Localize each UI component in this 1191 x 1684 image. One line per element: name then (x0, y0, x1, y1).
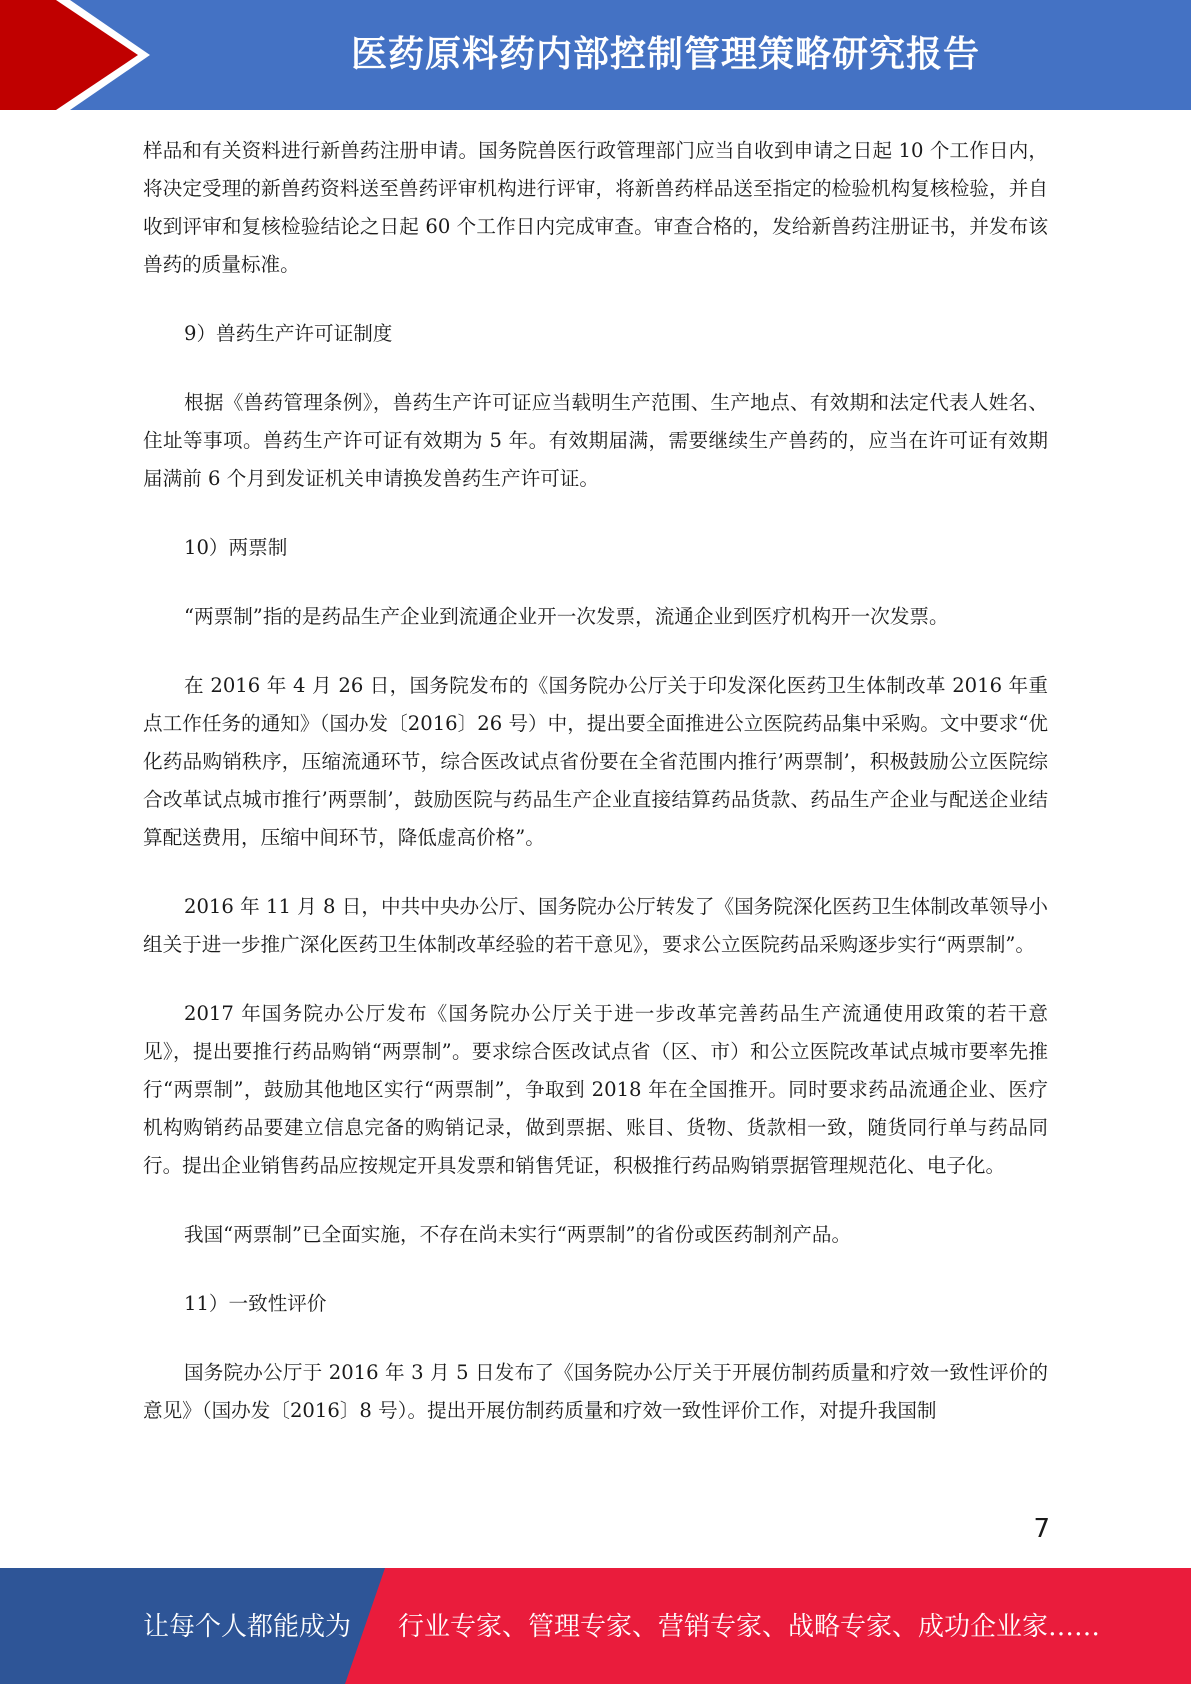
page-number: 7 (1033, 1514, 1050, 1544)
paragraph-new-vet-drug-registration: 样品和有关资料进行新兽药注册申请。国务院兽医行政管理部门应当自收到申请之日起 10 个工作日内，将决定受理的新兽药资料送至兽药评审机构进行评审，将新兽药样品送至指定的检验机构复核检验，并自收到评审和复核检验结论之日起 60 个工作日内完成审查。审查合格的，发给新兽药注册证书，并发布该兽药的质量标准。 (143, 139, 1048, 276)
footer-slogan-left: 让每个人都能成为 (143, 1612, 352, 1642)
paragraph-two-invoice-2016-opinion: 2016 年 11 月 8 日，中共中央办公厅、国务院办公厅转发了《国务院深化医药卫生体制改革领导小组关于进一步推广深化医药卫生体制改革经验的若干意见》，要求公立医院药品采购逐步实行“两票制”。 (143, 895, 1048, 956)
paragraph-two-invoice-status: 我国“两票制”已全面实施，不存在尚未实行“两票制”的省份或医药制剂产品。 (184, 1223, 852, 1246)
section-heading-consistency-evaluation: 11）一致性评价 (184, 1292, 327, 1315)
paragraph-two-invoice-2016-notice: 在 2016 年 4 月 26 日，国务院发布的《国务院办公厅关于印发深化医药卫生体制改革 2016 年重点工作任务的通知》（国办发〔2016〕26 号）中，提出要全面推进公立医院药品集中采购。文中要求“优化药品购销秩序，压缩流通环节，综合医改试点省份要在全省范围内推行’两票制’，积极鼓励公立医院综合改革试点城市推行’两票制’，鼓励医院与药品生产企业直接结算药品货款、药品生产企业与配送企业结算配送费用，压缩中间环节，降低虚高价格”。 (143, 674, 1048, 849)
paragraph-two-invoice-definition: “两票制”指的是药品生产企业到流通企业开一次发票，流通企业到医疗机构开一次发票。 (184, 605, 949, 628)
paragraph-two-invoice-2017-policy: 2017 年国务院办公厅发布《国务院办公厅关于进一步改革完善药品生产流通使用政策的若干意见》，提出要推行药品购销“两票制”。要求综合医改试点省（区、市）和公立医院改革试点城市要率先推行“两票制”，鼓励其他地区实行“两票制”，争取到 2018 年在全国推开。同时要求药品流通企业、医疗机构购销药品要建立信息完备的购销记录，做到票据、账目、货物、货款相一致，随货同行单与药品同行。提出企业销售药品应按规定开具发票和销售凭证，积极推行药品购销票据管理规范化、电子化。 (143, 1002, 1048, 1177)
section-heading-two-invoice: 10）两票制 (184, 536, 288, 559)
section-heading-production-license: 9）兽药生产许可证制度 (184, 322, 393, 345)
page-footer (0, 1568, 1191, 1684)
document-body (143, 132, 1048, 1430)
page-header (0, 0, 1191, 110)
paragraph-consistency-evaluation: 国务院办公厅于 2016 年 3 月 5 日发布了《国务院办公厅关于开展仿制药质量和疗效一致性评价的意见》（国办发〔2016〕8 号）。提出开展仿制药质量和疗效一致性评价工作，对提升我国制 (143, 1361, 1048, 1422)
footer-slogan-right: 行业专家、管理专家、营销专家、战略专家、成功企业家…… (398, 1612, 1101, 1642)
report-title: 医药原料药内部控制管理策略研究报告 (350, 34, 980, 75)
paragraph-production-license: 根据《兽药管理条例》，兽药生产许可证应当载明生产范围、生产地点、有效期和法定代表人姓名、住址等事项。兽药生产许可证有效期为 5 年。有效期届满，需要继续生产兽药的，应当在许可证有效期届满前 6 个月到发证机关申请换发兽药生产许可证。 (143, 391, 1048, 490)
